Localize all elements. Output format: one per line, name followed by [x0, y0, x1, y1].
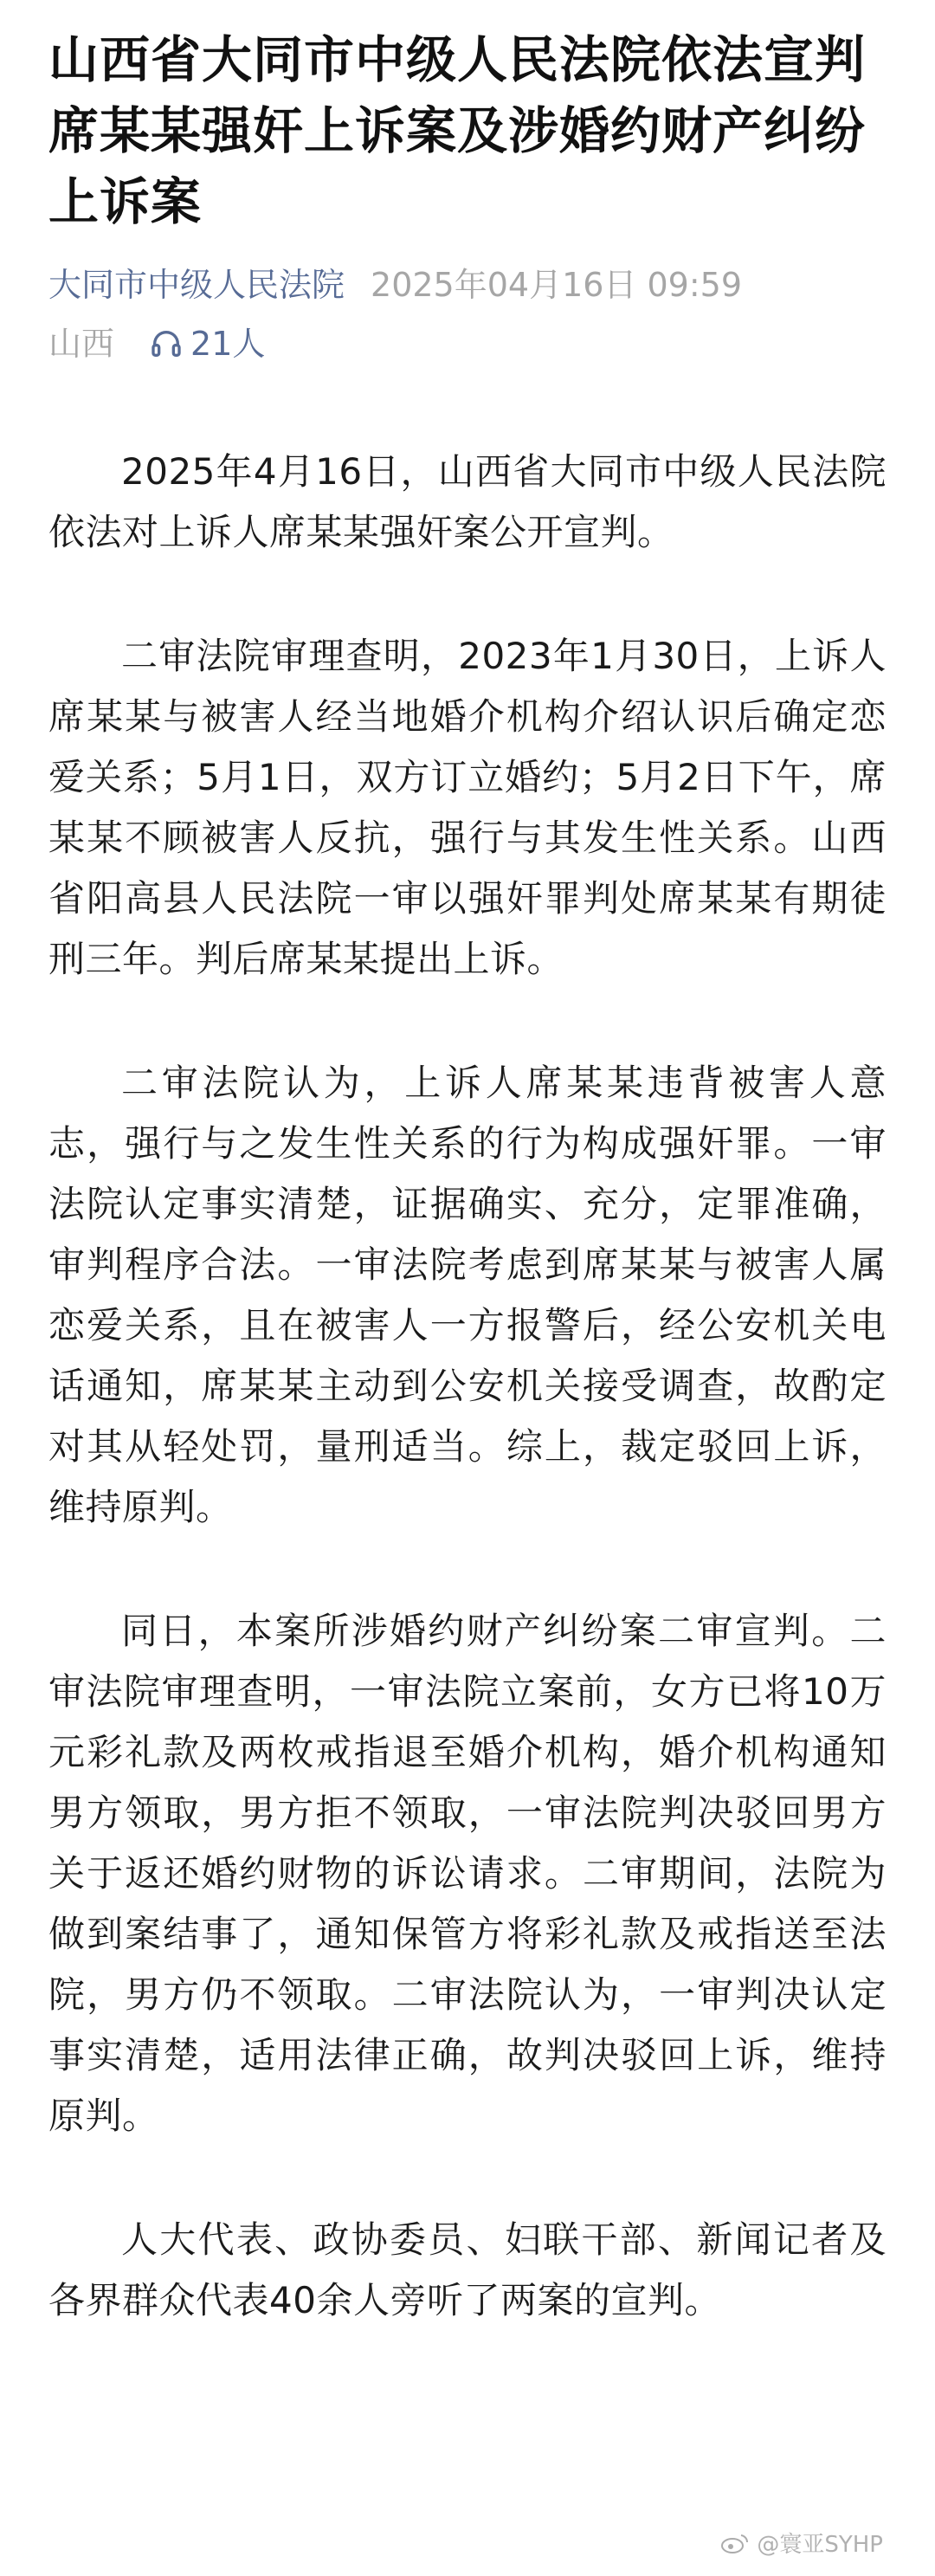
- watermark-text: @寰亚SYHP: [757, 2532, 883, 2558]
- article-paragraph: 二审法院认为，上诉人席某某违背被害人意志，强行与之发生性关系的行为构成强奸罪。一审法院认定事实清楚，证据确实、充分，定罪准确，审判程序合法。一审法院考虑到席某某与被害人属恋爱关系，且在被害人一方报警后，经公安机关电话通知，席某某主动到公安机关接受调查，故酌定对其从轻处罚，量刑适当。综上，裁定驳回上诉，维持原判。: [48, 1062, 887, 1528]
- article-paragraph: 同日，本案所涉婚约财产纠纷案二审宣判。二审法院审理查明，一审法院立案前，女方已将10万元彩礼款及两枚戒指退至婚介机构，婚介机构通知男方领取，男方拒不领取，一审法院判决驳回男方关于返还婚约财物的诉讼请求。二审期间，法院为做到案结事了，通知保管方将彩礼款及戒指送至法院，男方仍不领取。二审法院认为，一审判决认定事实清楚，适用法律正确，故判决驳回上诉，维持原判。: [48, 1610, 887, 2137]
- listen-count: 21人: [190, 325, 266, 363]
- listen-button[interactable]: [149, 322, 265, 365]
- meta-row-secondary: [48, 322, 887, 365]
- publish-date: 2025年04月16日 09:59: [371, 266, 743, 304]
- weibo-logo-icon: [720, 2532, 750, 2554]
- article-title: 山西省大同市中级人民法院依法宣判席某某强奸上诉案及涉婚约财产纠纷上诉案: [48, 30, 867, 231]
- article-paragraph: 2025年4月16日，山西省大同市中级人民法院依法对上诉人席某某强奸案公开宣判。: [48, 450, 887, 553]
- meta-row: [48, 263, 887, 307]
- source-link[interactable]: 大同市中级人民法院: [48, 266, 345, 304]
- region-label: 山西: [48, 325, 115, 363]
- watermark: [720, 2527, 883, 2559]
- article-body: [48, 442, 887, 2331]
- article-paragraph: 人大代表、政协委员、妇联干部、新闻记者及各界群众代表40余人旁听了两案的宣判。: [48, 2218, 887, 2321]
- headphone-icon: [149, 326, 184, 361]
- article-paragraph: 二审法院审理查明，2023年1月30日，上诉人席某某与被害人经当地婚介机构介绍认识后确定恋爱关系；5月1日，双方订立婚约；5月2日下午，席某某不顾被害人反抗，强行与其发生性关系。山西省阳高县人民法院一审以强奸罪判处席某某有期徒刑三年。判后席某某提出上诉。: [48, 635, 887, 980]
